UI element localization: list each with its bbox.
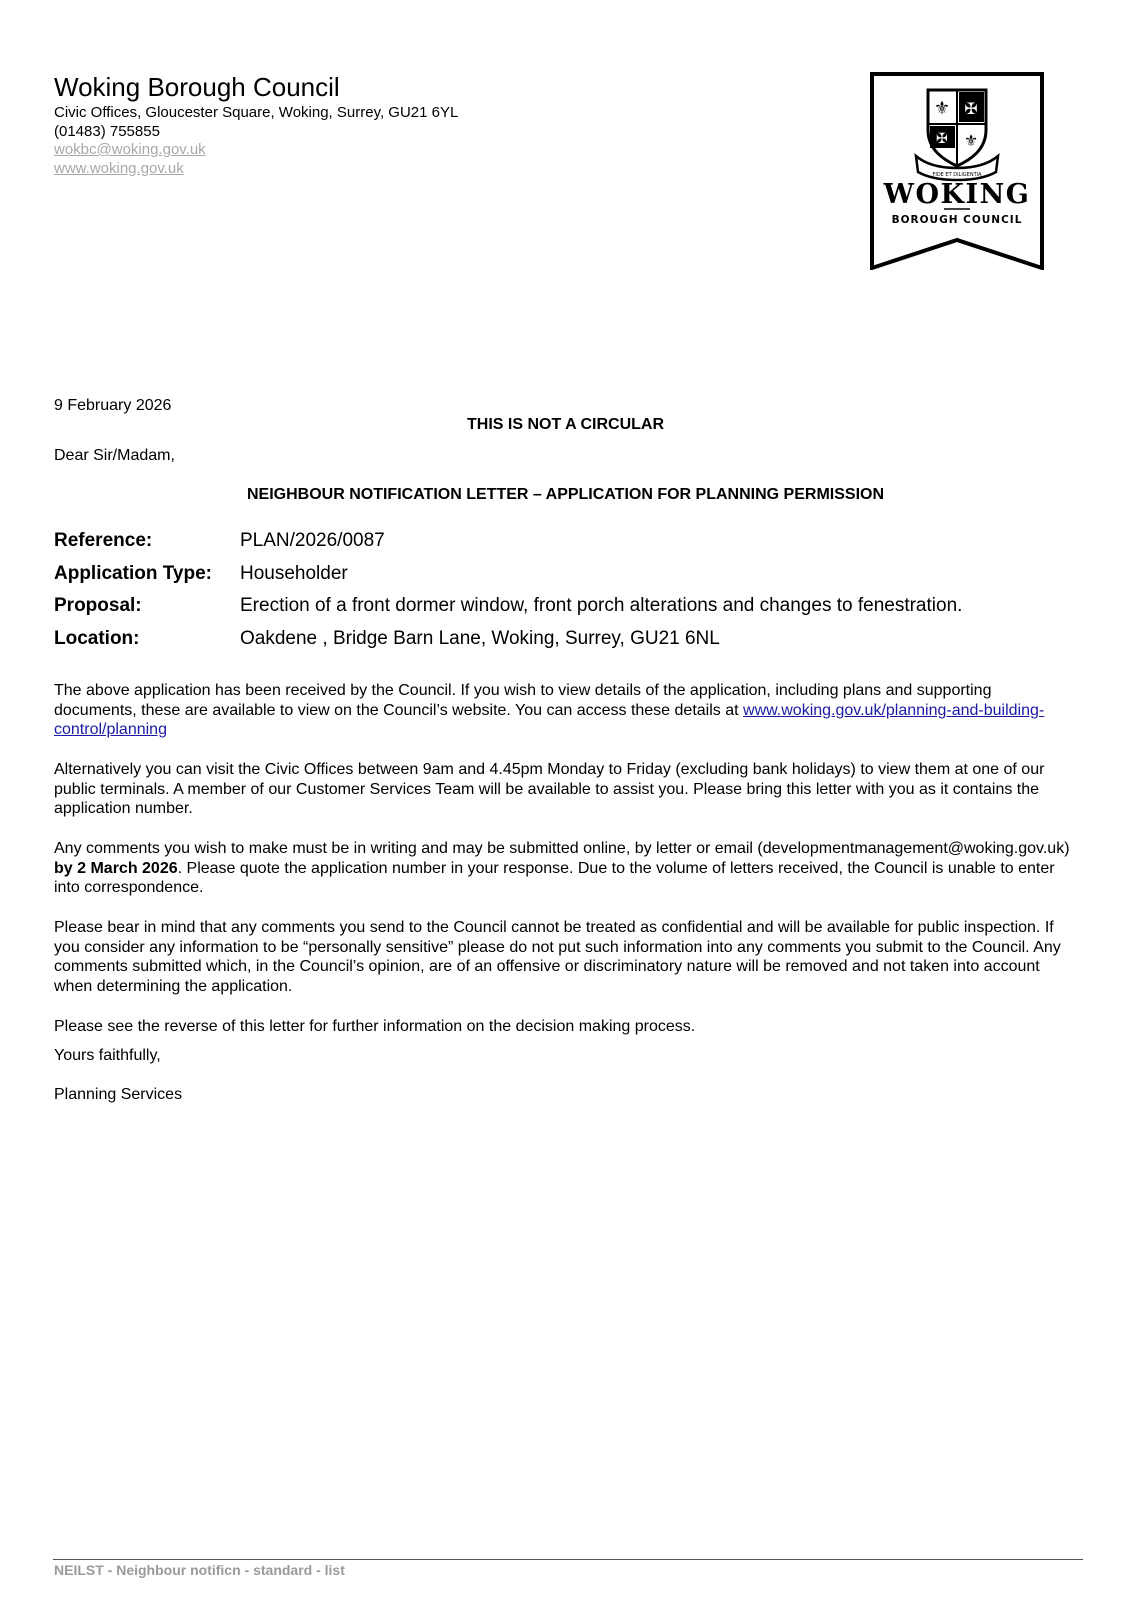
- svg-text:⚜: ⚜: [933, 98, 951, 119]
- planning-website-link[interactable]: www.woking.gov.uk/planning-and-building-control/planning: [54, 701, 1045, 739]
- paragraph-comments: [54, 839, 1074, 898]
- svg-text:✠: ✠: [936, 131, 948, 147]
- letter-subject: NEIGHBOUR NOTIFICATION LETTER – APPLICATION FOR PLANNING PERMISSION: [246, 486, 885, 503]
- svg-text:⚜: ⚜: [963, 131, 979, 150]
- council-phone: (01483) 755855: [54, 122, 160, 140]
- woking-crest-icon: [870, 72, 1044, 270]
- svg-text:✠: ✠: [964, 99, 978, 118]
- detail-value: PLAN/2026/0087: [240, 530, 385, 551]
- paragraph-reverse-info: Please see the reverse of this letter for further information on the decision making process.: [54, 1018, 696, 1035]
- council-name: Woking Borough Council: [54, 72, 340, 102]
- paragraph-text: The above application has been received by the Council. If you wish to view details of the application, including plans and supporting documents, these are available to view on the Council’s website. You can access these details at: [54, 682, 992, 719]
- detail-value: Oakdene , Bridge Barn Lane, Woking, Surrey, GU21 6NL: [240, 627, 720, 649]
- svg-text:BOROUGH COUNCIL: BOROUGH COUNCIL: [891, 214, 1023, 226]
- footer-divider: [53, 1559, 1083, 1560]
- paragraph-confidentiality: Please bear in mind that any comments you send to the Council cannot be treated as confidential and will be available for public inspection. If you consider any information to be “personally sensitive” please do not put such information into any comments you submit to the Council. Any comments submitted which, in the Council’s opinion, are of an offensive or discriminatory nature will be removed and not taken into account when determining the application.: [54, 919, 1061, 996]
- paragraph-civic-offices: Alternatively you can visit the Civic Offices between 9am and 4.45pm Monday to Friday (excluding bank holidays) to view them at one of our public terminals. A member of our Customer Services Team will be available to assist you. Please bring this letter with you as it contains the application number.: [54, 761, 1045, 818]
- paragraph-text: Any comments you wish to make must be in writing and may be submitted online, by letter or email (developmentmanagement@woking.gov.uk): [54, 840, 1070, 857]
- salutation: Dear Sir/Madam,: [54, 447, 175, 464]
- council-address: Civic Offices, Gloucester Square, Woking, Surrey, GU21 6YL: [54, 104, 459, 121]
- council-contact-block: [54, 104, 458, 178]
- detail-label: Application Type:: [54, 562, 212, 584]
- closing: Yours faithfully,: [54, 1047, 161, 1064]
- svg-text:WOKING: WOKING: [883, 179, 1031, 210]
- council-website-link[interactable]: www.woking.gov.uk: [54, 159, 184, 177]
- comment-deadline: by 2 March 2026: [54, 859, 178, 877]
- svg-text:FIDE ET DILIGENTIA: FIDE ET DILIGENTIA: [932, 172, 982, 178]
- detail-value: Erection of a front dormer window, front porch alterations and changes to fenestration.: [240, 595, 963, 616]
- paragraph-application-received: [54, 681, 1074, 740]
- detail-label: Proposal:: [54, 595, 142, 616]
- letter-date: 9 February 2026: [54, 397, 172, 414]
- not-circular-notice: THIS IS NOT A CIRCULAR: [466, 416, 665, 433]
- detail-label: Reference:: [54, 530, 153, 551]
- footer-code: NEILST - Neighbour notificn - standard - list: [54, 1562, 345, 1578]
- paragraph-text: . Please quote the application number in your response. Due to the volume of letters received, the Council is unable to enter into correspondence.: [54, 859, 1055, 897]
- signoff: Planning Services: [54, 1086, 183, 1103]
- detail-value: Householder: [240, 562, 348, 584]
- detail-label: Location:: [54, 627, 140, 649]
- council-email-link[interactable]: wokbc@woking.gov.uk: [54, 141, 206, 158]
